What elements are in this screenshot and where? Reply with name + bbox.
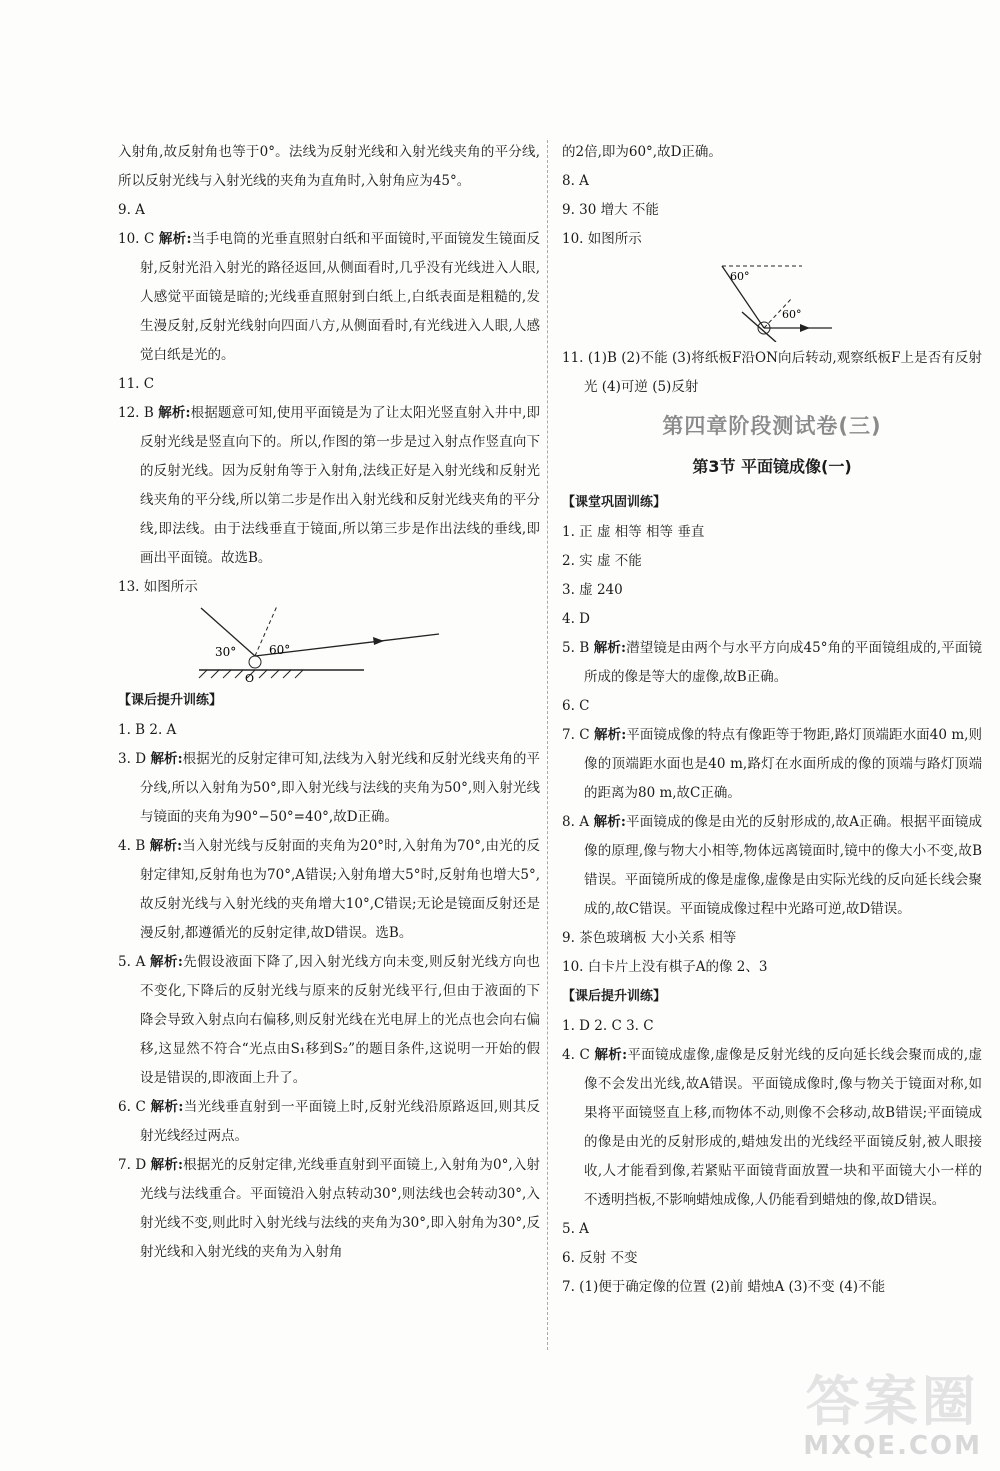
answer-number: 4. C — [562, 1047, 590, 1063]
angle-label: 60° — [782, 308, 802, 321]
answer-3: 3. 虚 240 — [562, 582, 623, 598]
answer-explanation: 当入射光线与反射面的夹角为20°时,入射角为70°,由光的反射定律知,反射角也为70°,A错误;入射角增大5°时,反射角也增大5°,故反射光线与入射光线的夹角增大10°,C错误;无论是镜面反射还是漫反射,都遵循光的反射定律,故D错误。选B。 — [140, 838, 541, 941]
angle-label: 60° — [730, 270, 750, 283]
answer-5 — [562, 634, 982, 692]
answer-6: 6. 反射 不变 — [562, 1250, 638, 1266]
angle-label: 60° — [269, 643, 291, 657]
answer-number: 4. B — [118, 838, 146, 854]
answer-explanation: 当手电筒的光垂直照射白纸和平面镜时,平面镜发生镜面反射,反射光沿入射光的路径返回,从侧面看时,几乎没有光线进入人眼,人感觉平面镜是暗的;光线垂直照射到白纸上,白纸表面是粗糙的,发生漫反射,反射光线射向四面八方,从侧面看时,有光线进入人眼,人感觉白纸是光的。 — [140, 231, 541, 363]
answer-11: 11. C — [118, 376, 155, 392]
analysis-label: 解析: — [594, 1047, 628, 1063]
answer-10 — [118, 225, 540, 370]
analysis-label: 解析: — [150, 1099, 184, 1115]
answer-number: 10. C — [118, 231, 155, 247]
answer-9: 9. 茶色玻璃板 大小关系 相等 — [562, 930, 737, 946]
analysis-label: 解析: — [593, 814, 626, 830]
reflection-diagram-10 — [692, 256, 852, 342]
answer-number: 5. B — [562, 640, 590, 656]
answer-4 — [562, 1041, 982, 1215]
answer-explanation: 平面镜成的像是由光的反射形成的,故A正确。根据平面镜成像的原理,像与物大小相等,物体远离镜面时,镜中的像大小不变,故B错误。平面镜所成的像是虚像,虚像是由实际光线的反向延长线会聚成的,故C错误。平面镜成像过程中光路可逆,故D错误。 — [584, 814, 983, 917]
answer-number: 6. C — [118, 1099, 146, 1115]
answer-12 — [118, 399, 540, 573]
answers-1-3: 1. D 2. C 3. C — [562, 1018, 654, 1034]
incidence-point — [249, 656, 261, 668]
column-divider — [547, 140, 548, 1350]
section-heading: 【课后提升训练】 — [118, 693, 223, 708]
analysis-label: 解析: — [158, 405, 191, 421]
answer-explanation: 根据光的反射定律,光线垂直射到平面镜上,入射角为0°,入射光线与法线重合。平面镜沿入射点转动30°,则法线也会转动30°,入射光线不变,则此时入射光线与法线的夹角为30°,即入射角为30°,反射光线和入射光线的夹角为入射角 — [140, 1157, 541, 1260]
answer-9: 9. 30 增大 不能 — [562, 202, 659, 218]
right-continuation: 的2倍,即为60°,故D正确。 — [562, 144, 722, 160]
mirror-line — [742, 312, 776, 342]
answer-5: 5. A — [562, 1221, 589, 1237]
point-label: O — [245, 672, 255, 684]
analysis-label: 解析: — [158, 231, 192, 247]
watermark-logo: 答案圈 — [805, 1370, 980, 1433]
answer-6: 6. C — [562, 698, 590, 714]
answer-11: 11. (1)B (2)不能 (3)将纸板F沿ON向后转动,观察纸板F上是否有反射光 (4)可逆 (5)反射 — [562, 350, 982, 395]
analysis-label: 解析: — [150, 751, 183, 767]
watermark-url: MXQE.COM — [803, 1431, 982, 1461]
answer-6 — [118, 1093, 540, 1151]
answer-5 — [118, 948, 540, 1093]
answer-number: 7. C — [562, 727, 590, 743]
answer-number: 8. A — [562, 814, 590, 830]
answer-10: 10. 如图所示 — [562, 231, 642, 247]
answer-13: 13. 如图所示 — [118, 579, 198, 595]
analysis-label: 解析: — [149, 838, 183, 854]
answer-4: 4. D — [562, 611, 590, 627]
answer-2: 2. 实 虚 不能 — [562, 553, 642, 569]
analysis-label: 解析: — [594, 727, 627, 743]
reflection-diagram-13 — [179, 604, 479, 684]
answer-number: 12. B — [118, 405, 154, 421]
answer-explanation: 当光线垂直射到一平面镜上时,反射光线沿原路返回,则其反射光线经过两点。 — [140, 1099, 540, 1144]
answer-explanation: 平面镜成像的特点有像距等于物距,路灯顶端距水面40 m,则像的顶端距水面也是40 m,路灯在水面所成的像的顶端与路灯顶端的距离为80 m,故C正确。 — [584, 727, 983, 801]
answer-1: 1. 正 虚 相等 相等 垂直 — [562, 524, 705, 540]
answer-explanation: 平面镜成虚像,虚像是反射光线的反向延长线会聚而成的,虚像不会发出光线,故A错误。平面镜成像时,像与物关于镜面对称,如果将平面镜竖直上移,而物体不动,则像不会移动,故B错误;平面镜成的像是由光的反射形成的,蜡烛发出的光线经平面镜反射,被人眼接收,人才能看到像,若紧贴平面镜背面放置一块和平面镜大小一样的不透明挡板,不影响蜡烛成像,人仍能看到蜡烛的像,故D错误。 — [584, 1047, 982, 1208]
answer-number: 3. D — [118, 751, 147, 767]
ray-arrow — [800, 324, 810, 332]
answer-3 — [118, 745, 540, 832]
answer-4 — [118, 832, 540, 948]
ray-arrow — [373, 637, 384, 645]
answer-explanation: 根据题意可知,使用平面镜是为了让太阳光竖直射入井中,即反射光线是竖直向下的。所以,作图的第一步是过入射点作竖直向下的反射光线。因为反射角等于入射角,法线正好是入射光线和反射光线夹角的平分线,所以第二步是作出入射光线和反射光线夹角的平分线,即法线。由于法线垂直于镜面,所以第三步是作出法线的垂线,即画出平面镜。故选B。 — [140, 405, 540, 566]
answer-10: 10. 白卡片上没有棋子A的像 2、3 — [562, 959, 768, 975]
right-column — [562, 138, 982, 1302]
answer-explanation: 潜望镜是由两个与水平方向成45°角的平面镜组成的,平面镜所成的像是等大的虚像,故B正确。 — [584, 640, 983, 685]
answer-9: 9. A — [118, 202, 145, 218]
analysis-label: 解析: — [593, 640, 626, 656]
answer-number: 5. A — [118, 954, 146, 970]
section-title: 第3节 平面镜成像(一) — [692, 457, 852, 476]
left-continuation: 入射角,故反射角也等于0°。法线为反射光线和入射光线夹角的平分线,所以反射光线与入射光线的夹角为直角时,入射角应为45°。 — [118, 144, 540, 189]
answer-7: 7. (1)便于确定像的位置 (2)前 蜡烛A (3)不变 (4)不能 — [562, 1279, 886, 1295]
answer-8: 8. A — [562, 173, 589, 189]
answer-explanation: 根据光的反射定律可知,法线为入射光线和反射光线夹角的平分线,所以入射角为50°,即入射光线与法线的夹角为50°,则入射光线与镜面的夹角为90°−50°=40°,故D正确。 — [140, 751, 540, 825]
answer-number: 7. D — [118, 1157, 147, 1173]
section-heading: 【课堂巩固训练】 — [562, 495, 667, 510]
answers-1-2: 1. B 2. A — [118, 722, 177, 738]
answer-7 — [562, 721, 982, 808]
angle-label: 30° — [215, 645, 237, 659]
watermark — [803, 1370, 982, 1461]
analysis-label: 解析: — [150, 1157, 183, 1173]
left-column — [118, 138, 540, 1267]
answer-7 — [118, 1151, 540, 1267]
answer-explanation: 先假设液面下降了,因入射光线方向未变,则反射光线方向也不变化,下降后的反射光线与原来的反射光线平行,但由于液面的下降会导致入射点向右偏移,则反射光线在光电屏上的光点也会向右偏移,这显然不符合“光点由S₁移到S₂”的题目条件,这说明一开始的假设是错误的,即液面上升了。 — [140, 954, 541, 1086]
chapter-title: 第四章阶段测试卷(三) — [662, 414, 882, 438]
answer-8 — [562, 808, 982, 924]
analysis-label: 解析: — [150, 954, 183, 970]
section-heading: 【课后提升训练】 — [562, 989, 667, 1004]
